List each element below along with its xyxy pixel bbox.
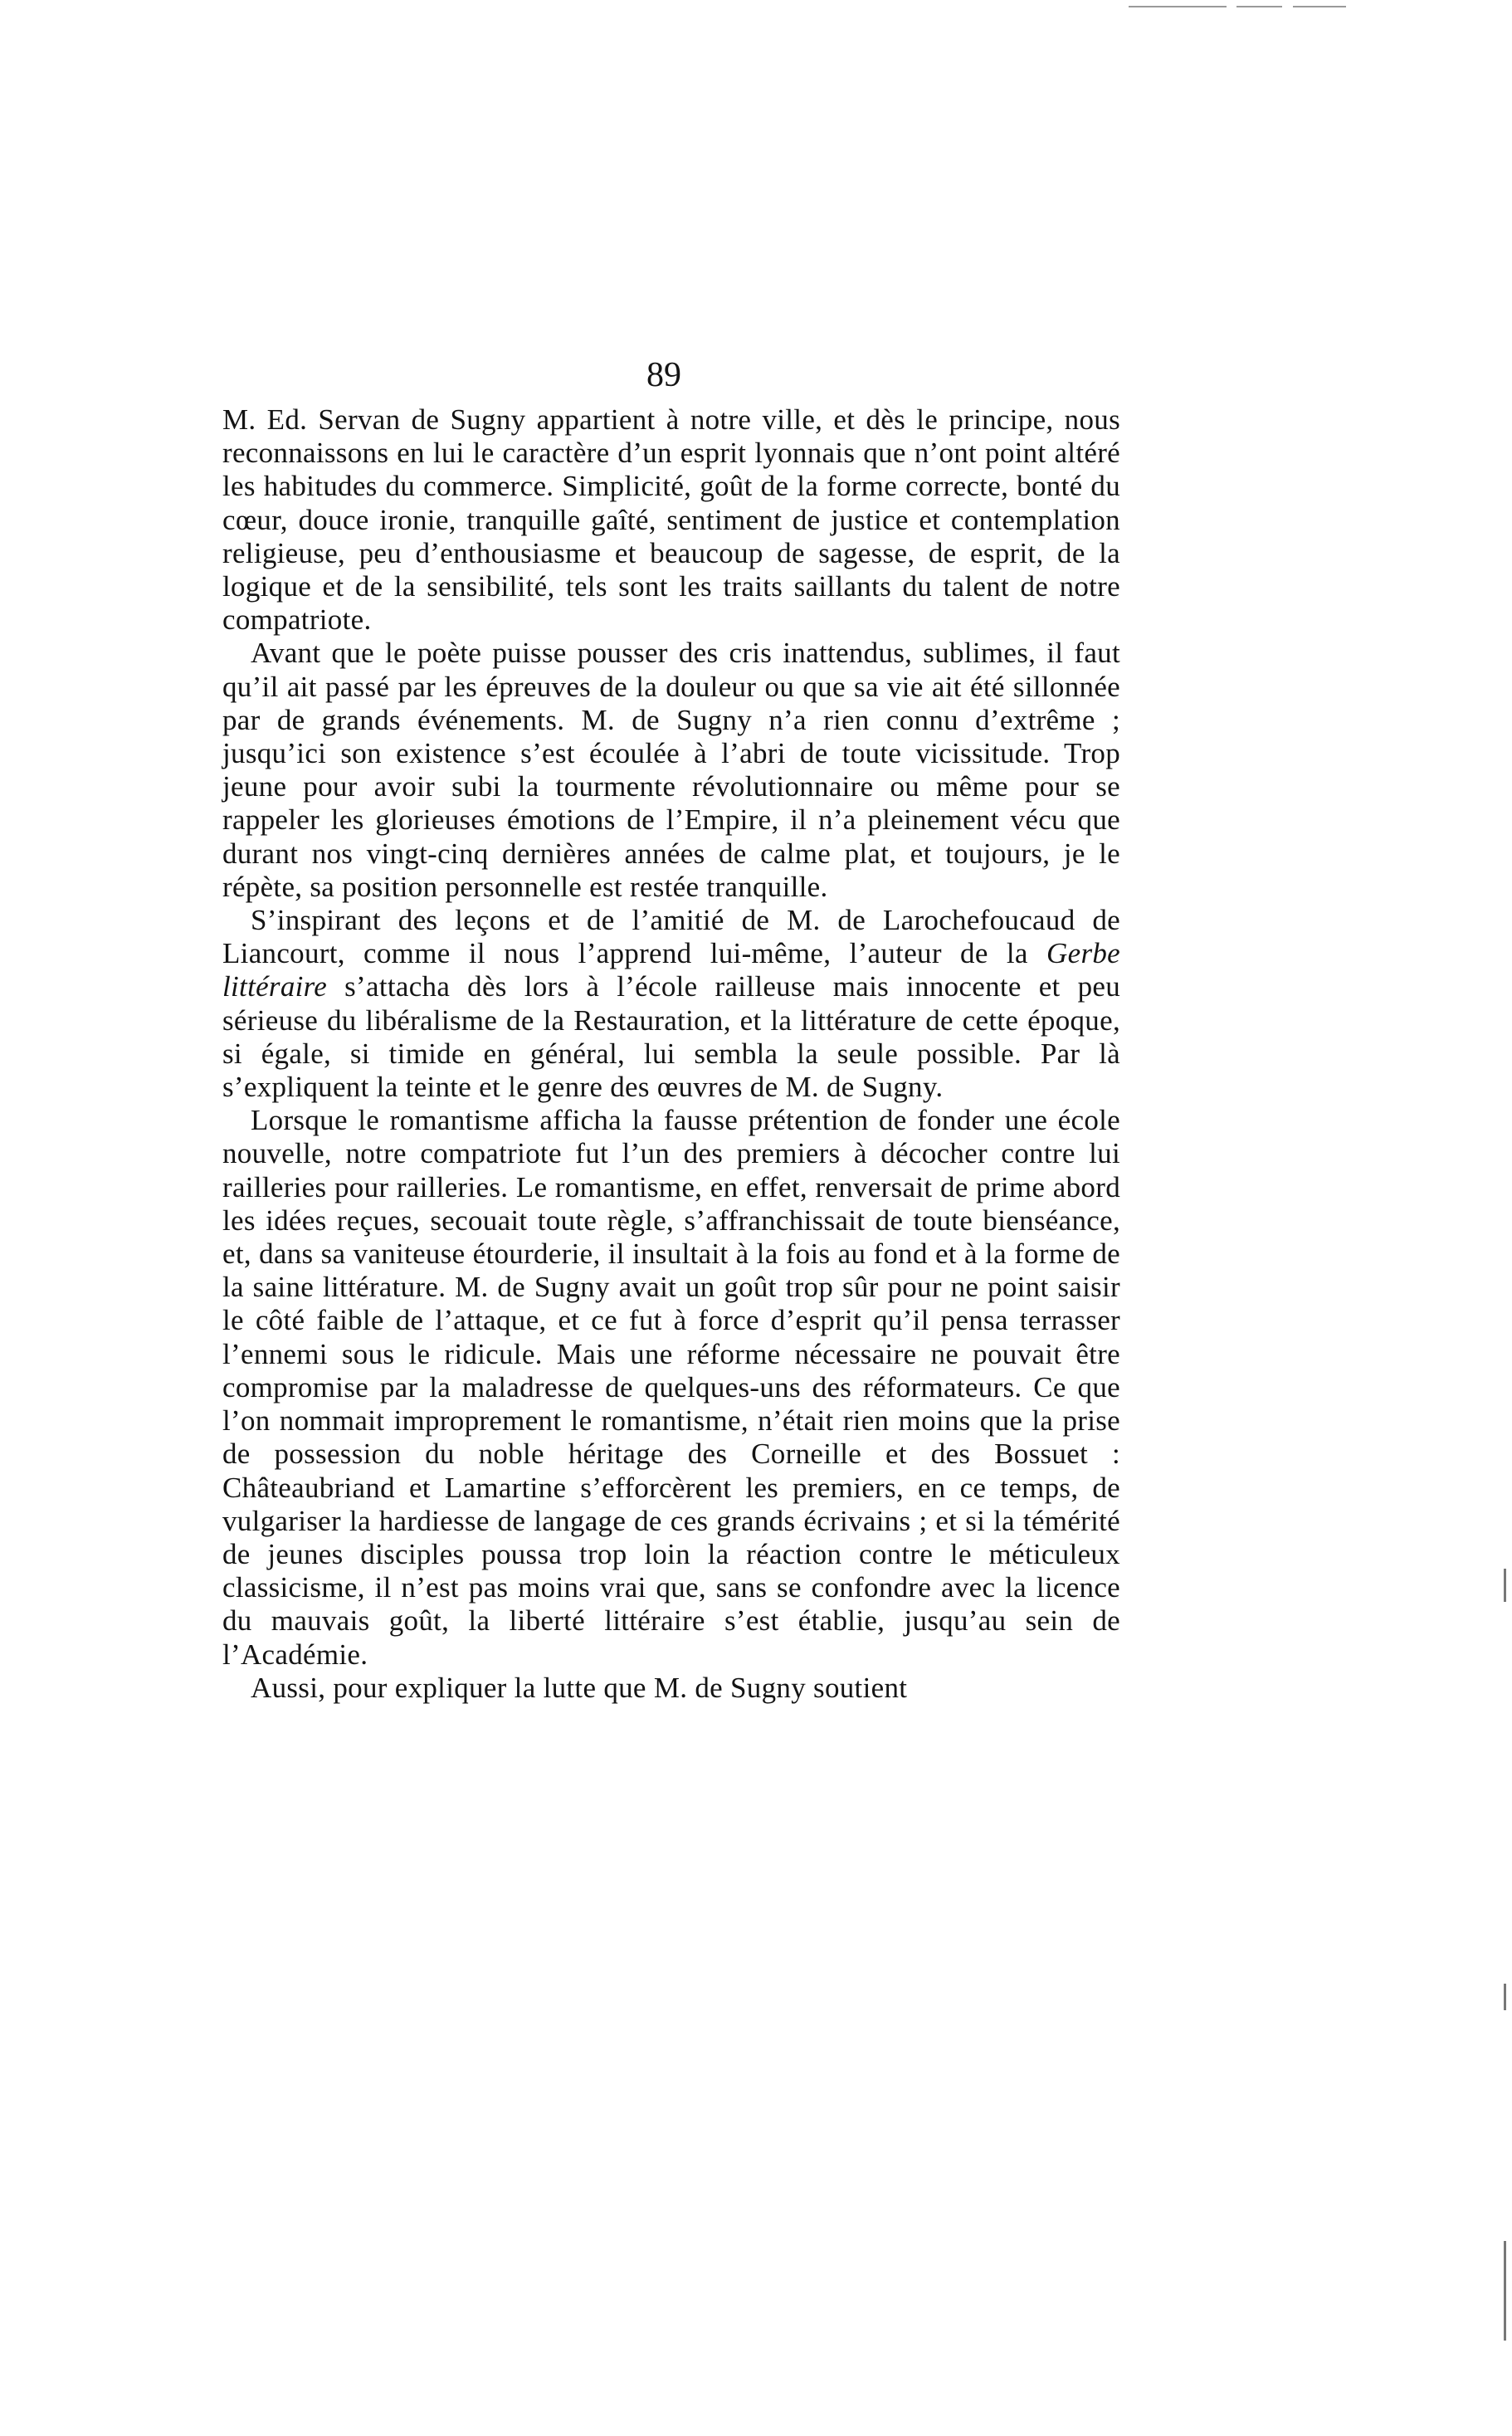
book-title-italic: Gerbe littéraire [222,937,1120,1003]
paragraph-1: M. Ed. Servan de Sugny appartient à notre ville, et dès le principe, nous reconnaissons en lui le caractère d’un esprit lyonnais que n’ont point altéré les habitudes du commerce. Simplicité, goût de la forme correcte, bonté du cœur, douce ironie, tranquille gaîté, sentiment de justice et contemplation religieuse, peu d’enthousiasme et beaucoup de sagesse, de esprit, de la logique et de la sensibilité, tels sont les traits saillants du talent de notre compatriote. [222,403,1120,637]
scan-edge-line [1129,6,1227,7]
page-number: 89 [646,356,681,394]
paragraph-4: Lorsque le romantisme afficha la fausse prétention de fonder une école nouvelle, notre compatriote fut l’un des premiers à décocher contre lui railleries pour railleries. Le romantisme, en effet, renversait de prime abord les idées reçues, secouait toute règle, s’affranchissait de toute bienséance, et, dans sa vaniteuse étourderie, il insultait à la fois au fond et à la forme de la saine littérature. M. de Sugny avait un goût trop sûr pour ne point saisir le côté faible de l’attaque, et ce fut à force d’esprit qu’il pensa terrasser l’ennemi sous le ridicule. Mais une réforme nécessaire ne pouvait être compromise par la maladresse de quelques-uns des réformateurs. Ce que l’on nommait improprement le romantisme, n’était rien moins que la prise de possession du noble héritage des Corneille et des Bossuet : Châteaubriand et Lamartine s’efforcèrent les premiers, en ce temps, de vulgariser la hardiesse de langage de ces grands écrivains ; et si la témérité de jeunes disciples poussa trop loin la réaction contre le méticuleux classicisme, il n’est pas moins vrai que, sans se confondre avec la licence du mauvais goût, la liberté littéraire s’est établie, jusqu’au sein de l’Académie. [222,1104,1120,1671]
margin-scan-mark [1504,2241,1506,2341]
paragraph-5: Aussi, pour expliquer la lutte que M. de Sugny soutient [251,1671,908,1704]
paragraph-3-after: s’attacha dès lors à l’école railleuse mais innocente et peu sérieuse du libéralisme de la Restauration, et la littérature de cette époque, si égale, si timide en général, lui sembla la seule possible. Par là s’expliquent la teinte et le genre des œuvres de M. de Sugny. [222,970,1120,1104]
scan-edge-line [1293,6,1346,7]
paragraph-2: Avant que le poète puisse pousser des cris inattendus, sublimes, il faut qu’il ait passé par les épreuves de la douleur ou que sa vie ait été sillonnée par de grands événements. M. de Sugny n’a rien connu d’extrême ; jusqu’ici son existence s’est écoulée à l’abri de toute vicissitude. Trop jeune pour avoir subi la tourmente révolutionnaire ou même pour se rappeler les glorieuses émotions de l’Empire, il n’a pleinement vécu que durant nos vingt-cinq dernières années de calme plat, et toujours, je le répète, sa position personnelle est restée tranquille. [222,637,1120,903]
paragraph-3 [222,904,1120,1104]
margin-scan-mark [1504,1569,1506,1602]
scan-edge-line [1236,6,1282,7]
margin-scan-mark [1504,1984,1506,2010]
paragraph-3-before: S’inspirant des leçons et de l’amitié de M. de Larochefoucaud de Liancourt, comme il nous l’apprend lui-même, l’auteur de la [222,904,1120,970]
body-text [222,403,1120,1705]
